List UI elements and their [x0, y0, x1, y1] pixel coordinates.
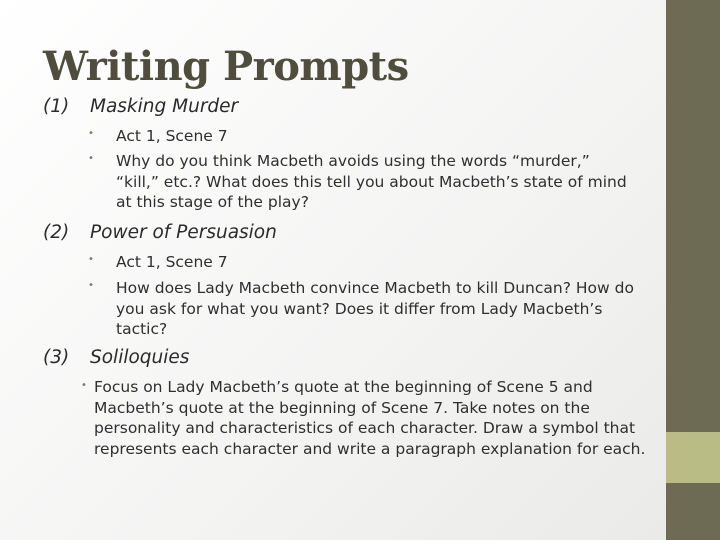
sidebar-bottom-block: [666, 483, 720, 540]
section-heading-masking-murder: [43, 96, 238, 117]
list-item: Act 1, Scene 7: [116, 127, 228, 145]
list-item: Focus on Lady Macbeth’s quote at the beginning of Scene 5 and Macbeth’s quote at the beginning of Scene 7. Take notes on the personality and characteristics of each character. Draw a symbol that represents each character and write a paragraph explanation for each.: [94, 378, 646, 458]
section-title: Masking Murder: [90, 96, 239, 117]
sidebar-accent-block: [666, 432, 720, 483]
bullet-icon: •: [81, 380, 87, 391]
section-title: Soliloquies: [90, 347, 190, 368]
section-title: Power of Persuasion: [90, 222, 277, 243]
section-heading-power-of-persuasion: [43, 222, 277, 243]
section-number: (3): [43, 347, 70, 368]
list-item: How does Lady Macbeth convince Macbeth to kill Duncan? How do you ask for what you want? Does it differ from Lady Macbeth’s tactic?: [116, 279, 634, 338]
bullet-icon: •: [88, 128, 94, 139]
section-number: (1): [43, 96, 70, 117]
sidebar-decoration: [666, 0, 720, 432]
section-heading-soliloquies: [43, 347, 189, 368]
bullet-icon: •: [88, 280, 94, 291]
section-number: (2): [43, 222, 70, 243]
slide-title: Writing Prompts: [43, 43, 409, 90]
list-item: Act 1, Scene 7: [116, 253, 228, 271]
bullet-icon: •: [88, 153, 94, 164]
list-item: Why do you think Macbeth avoids using the words “murder,” “kill,” etc.? What does this tell you about Macbeth’s state of mind at this stage of the play?: [116, 152, 627, 211]
bullet-icon: •: [88, 254, 94, 265]
